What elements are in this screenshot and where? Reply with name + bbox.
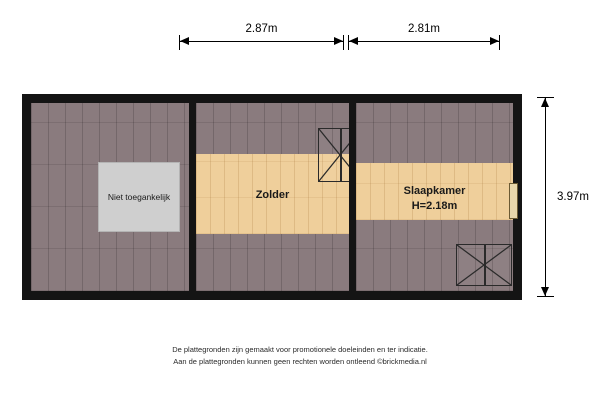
arrow-up-icon (541, 98, 549, 107)
room-zolder (196, 103, 349, 291)
dimension-top-left-label: 2.87m (179, 23, 344, 35)
hatch-cross-icon (457, 245, 511, 285)
room-label-zolder-text: Zolder (255, 189, 290, 201)
disclaimer (0, 344, 600, 367)
dimension-top-left (179, 23, 344, 49)
room-height-slaapkamer: H=2.18m (411, 199, 458, 212)
zolder-opening-hatch (318, 128, 349, 182)
floorplan-outline (22, 94, 522, 300)
disclaimer-line-1: De plattegronden zijn gemaakt voor promotionele doeleinden en ter indicatie. (172, 345, 428, 354)
room-label-slaapkamer-text: Slaapkamer (403, 185, 466, 197)
interior-wall-1 (189, 103, 196, 291)
dimension-tick-bottom (537, 296, 554, 297)
inaccessible-area-block (98, 162, 180, 232)
arrow-right-icon (490, 37, 499, 45)
room-niet-toegankelijk (31, 103, 189, 291)
dimension-top-right-label: 2.81m (348, 23, 500, 35)
hatch-cross-icon (319, 129, 349, 181)
room-label-niet-toegankelijk: Niet toegankelijk (107, 191, 171, 202)
arrow-right-icon (334, 37, 343, 45)
dimension-tick-right (343, 33, 344, 50)
dimension-right-label: 3.97m (557, 191, 589, 203)
slaapkamer-opening-hatch (456, 244, 512, 286)
dimension-right (537, 97, 589, 297)
arrow-down-icon (541, 287, 549, 296)
window-slaapkamer (509, 183, 518, 219)
dimension-tick-right (499, 33, 500, 50)
dimension-line (179, 41, 344, 42)
dimension-line (348, 41, 500, 42)
arrow-left-icon (349, 37, 358, 45)
arrow-left-icon (180, 37, 189, 45)
room-label-slaapkamer (356, 184, 513, 214)
dimension-line (545, 97, 546, 297)
interior-wall-2 (349, 103, 356, 291)
room-label-zolder (196, 188, 349, 203)
room-slaapkamer (356, 103, 513, 291)
disclaimer-line-2: Aan de plattegronden kunnen geen rechten worden ontleend ©brickmedia.nl (173, 356, 427, 366)
dimension-top-right (348, 23, 500, 49)
